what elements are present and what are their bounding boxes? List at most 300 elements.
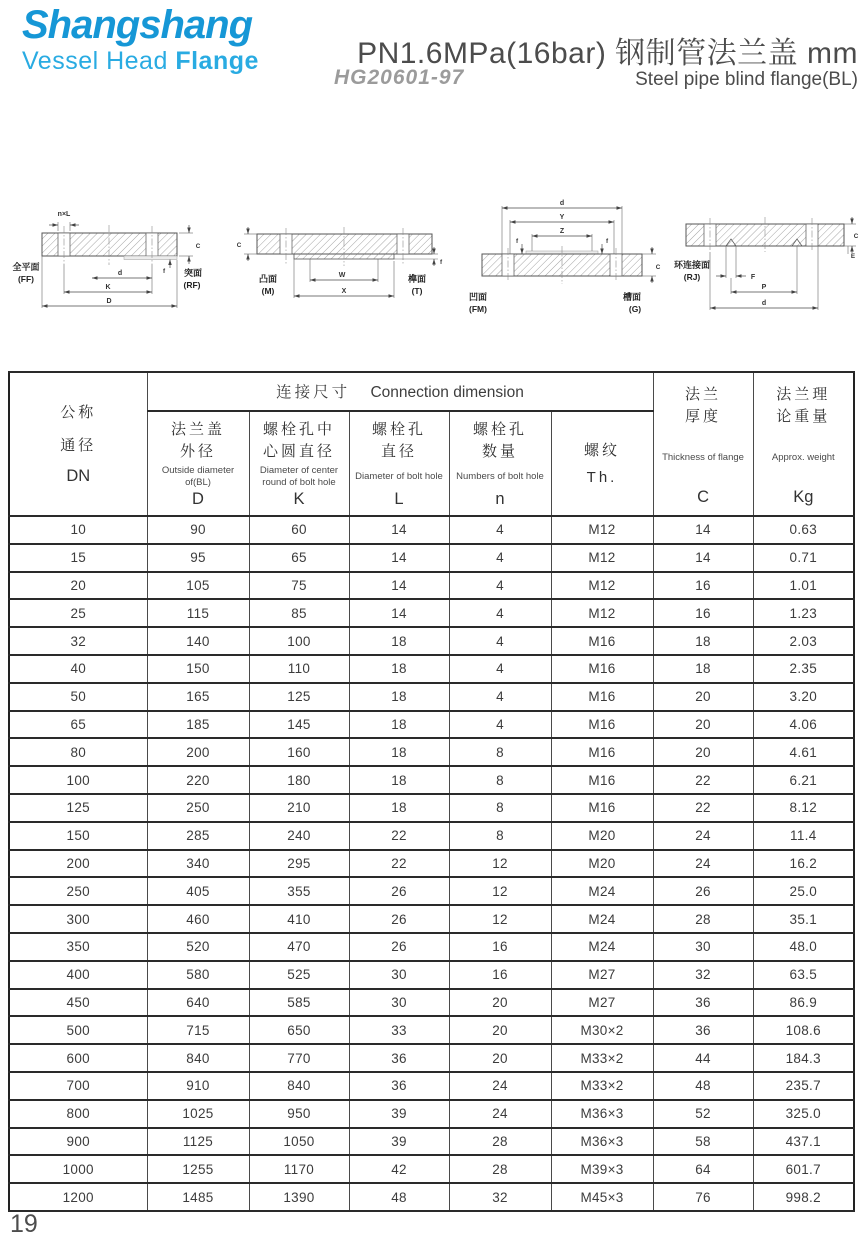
table-cell: 650 <box>249 1016 349 1044</box>
flange-drawing-ff-rf <box>12 198 212 318</box>
table-cell: 26 <box>349 877 449 905</box>
face-label-fm: 凹面 <box>468 292 488 302</box>
table-cell: 44 <box>653 1044 753 1072</box>
table-cell: 145 <box>249 711 349 739</box>
table-cell: 12 <box>449 877 551 905</box>
table-row <box>9 1072 854 1100</box>
face-code-rf: (RF) <box>183 280 201 290</box>
table-cell: M20 <box>551 822 653 850</box>
table-cell: M24 <box>551 877 653 905</box>
table-cell: 75 <box>249 572 349 600</box>
table-cell: 22 <box>349 850 449 878</box>
table-cell: 18 <box>349 627 449 655</box>
table-cell: 16 <box>449 961 551 989</box>
table-cell: 180 <box>249 766 349 794</box>
table-cell: 585 <box>249 989 349 1017</box>
table-cell: 184.3 <box>753 1044 854 1072</box>
dim-label-f-left: f <box>515 238 519 245</box>
table-row <box>9 1044 854 1072</box>
table-row <box>9 877 854 905</box>
page-subtitle: Steel pipe blind flange(BL) <box>635 69 858 90</box>
page-number: 19 <box>10 1210 38 1238</box>
table-cell: M24 <box>551 933 653 961</box>
table-cell: 20 <box>653 738 753 766</box>
table-cell: 25.0 <box>753 877 854 905</box>
table-cell: 4 <box>449 683 551 711</box>
table-row <box>9 905 854 933</box>
table-cell: 65 <box>249 544 349 572</box>
table-cell: 1170 <box>249 1155 349 1183</box>
table-cell: M30×2 <box>551 1016 653 1044</box>
table-cell: 4 <box>449 599 551 627</box>
table-cell: 1.01 <box>753 572 854 600</box>
table-cell: M12 <box>551 599 653 627</box>
table-cell: 11.4 <box>753 822 854 850</box>
table-cell: 400 <box>9 961 147 989</box>
table-cell: 0.71 <box>753 544 854 572</box>
table-cell: 800 <box>9 1100 147 1128</box>
table-cell: M33×2 <box>551 1044 653 1072</box>
table-cell: 8 <box>449 738 551 766</box>
table-cell: 50 <box>9 683 147 711</box>
table-cell: 8.12 <box>753 794 854 822</box>
table-cell: 437.1 <box>753 1128 854 1156</box>
table-cell: 16 <box>653 599 753 627</box>
table-cell: 115 <box>147 599 249 627</box>
logo-tagline-a: Vessel Head <box>22 47 168 75</box>
table-cell: 1200 <box>9 1183 147 1211</box>
face-label-ff: 全平面 <box>12 262 40 272</box>
col-zh1: 螺纹 <box>584 442 621 460</box>
table-cell: 20 <box>449 989 551 1017</box>
table-cell: 1.23 <box>753 599 854 627</box>
weight-zh1: 法兰理 <box>776 386 831 403</box>
table-cell: 160 <box>249 738 349 766</box>
dim-label-z: Z <box>559 228 565 235</box>
table-cell: M16 <box>551 683 653 711</box>
table-cell: 39 <box>349 1100 449 1128</box>
col-symbol: L <box>394 490 404 509</box>
col-header-thread <box>551 411 653 516</box>
table-cell: 460 <box>147 905 249 933</box>
table-cell: 36 <box>349 1072 449 1100</box>
table-row <box>9 544 854 572</box>
table-cell: 39 <box>349 1128 449 1156</box>
dim-label-p: P <box>761 284 767 291</box>
table-cell: 64 <box>653 1155 753 1183</box>
table-cell: 840 <box>147 1044 249 1072</box>
table-cell: 95 <box>147 544 249 572</box>
table-cell: 22 <box>653 766 753 794</box>
col-zh2: 直径 <box>380 443 417 461</box>
table-cell: 30 <box>349 961 449 989</box>
table-cell: M27 <box>551 989 653 1017</box>
dim-label-c: C <box>655 264 661 271</box>
face-label-rj: 环连接面 <box>673 260 711 270</box>
table-cell: 20 <box>449 1044 551 1072</box>
table-row <box>9 1128 854 1156</box>
col-zh2: 心圆直径 <box>262 443 335 461</box>
thickness-zh1: 法兰 <box>685 386 722 403</box>
col-en: Diameter of center round of bolt hole <box>259 464 339 488</box>
col-zh1: 螺栓孔 <box>472 421 527 439</box>
table-cell: 18 <box>349 738 449 766</box>
table-cell: 1255 <box>147 1155 249 1183</box>
table-cell: 24 <box>653 822 753 850</box>
table-row <box>9 1155 854 1183</box>
col-zh2: 外径 <box>179 443 216 461</box>
table-cell: 4 <box>449 711 551 739</box>
table-cell: 28 <box>653 905 753 933</box>
table-cell: 16 <box>653 572 753 600</box>
table-cell: 1485 <box>147 1183 249 1211</box>
table-cell: M24 <box>551 905 653 933</box>
dim-label-big-d: D <box>106 298 112 305</box>
thickness-en: Thickness of flange <box>662 451 744 463</box>
table-cell: 20 <box>653 683 753 711</box>
table-cell: 14 <box>653 544 753 572</box>
table-cell: 85 <box>249 599 349 627</box>
table-cell: 200 <box>9 850 147 878</box>
group-header-en: Connection dimension <box>370 384 524 402</box>
col-header-thickness <box>653 372 753 516</box>
table-cell: 24 <box>653 850 753 878</box>
table-cell: 14 <box>349 544 449 572</box>
face-label-m: 凸面 <box>258 274 278 284</box>
table-cell: 18 <box>349 655 449 683</box>
dn-zh1: 公称 <box>60 403 97 421</box>
col-symbol: n <box>495 490 505 509</box>
table-cell: 4 <box>449 572 551 600</box>
table-cell: 300 <box>9 905 147 933</box>
company-logo <box>22 4 259 76</box>
table-row <box>9 738 854 766</box>
table-cell: 8 <box>449 822 551 850</box>
table-cell: 18 <box>349 683 449 711</box>
thickness-symbol: C <box>697 488 709 506</box>
table-cell: 200 <box>147 738 249 766</box>
table-row <box>9 655 854 683</box>
col-en: Numbers of bolt hole <box>456 470 544 482</box>
table-row <box>9 961 854 989</box>
dim-label-f: f <box>162 268 166 275</box>
table-cell: 125 <box>249 683 349 711</box>
table-cell: 86.9 <box>753 989 854 1017</box>
face-code-rj: (RJ) <box>683 272 701 282</box>
table-cell: 470 <box>249 933 349 961</box>
table-cell: 24 <box>449 1100 551 1128</box>
standard-number: HG20601-97 <box>334 66 465 89</box>
dim-label-f: F <box>750 274 756 281</box>
table-cell: 26 <box>349 905 449 933</box>
logo-tagline-b: Flange <box>175 47 259 75</box>
dim-label-e: E <box>850 253 856 260</box>
table-cell: 14 <box>349 599 449 627</box>
table-row <box>9 822 854 850</box>
flange-drawing-rj <box>668 198 860 320</box>
table-row <box>9 711 854 739</box>
flange-drawing-fm-g <box>462 196 662 320</box>
col-zh1: 螺栓孔 <box>371 421 426 439</box>
col-en: Diameter of bolt hole <box>355 470 443 482</box>
table-row <box>9 1016 854 1044</box>
table-cell: 32 <box>653 961 753 989</box>
table-row <box>9 1100 854 1128</box>
face-label-g: 槽面 <box>622 292 642 302</box>
col-zh1: 螺栓孔中 <box>262 421 335 439</box>
table-body <box>9 516 854 1211</box>
table-row <box>9 683 854 711</box>
table-cell: 42 <box>349 1155 449 1183</box>
table-cell: M20 <box>551 850 653 878</box>
logo-tagline <box>22 47 259 76</box>
face-label-rf: 突面 <box>183 268 203 278</box>
table-cell: 450 <box>9 989 147 1017</box>
table-cell: 4.06 <box>753 711 854 739</box>
table-cell: 14 <box>653 516 753 544</box>
table-cell: 140 <box>147 627 249 655</box>
weight-symbol: Kg <box>793 488 814 506</box>
table-cell: 285 <box>147 822 249 850</box>
table-cell: 110 <box>249 655 349 683</box>
table-cell: 150 <box>9 822 147 850</box>
face-label-t: 榫面 <box>407 274 427 284</box>
table-cell: 18 <box>349 711 449 739</box>
table-cell: 108.6 <box>753 1016 854 1044</box>
table-cell: 240 <box>249 822 349 850</box>
table-cell: M16 <box>551 655 653 683</box>
table-cell: 900 <box>9 1128 147 1156</box>
table-cell: 1025 <box>147 1100 249 1128</box>
table-cell: 4 <box>449 516 551 544</box>
table-cell: 185 <box>147 711 249 739</box>
table-cell: 295 <box>249 850 349 878</box>
table-row <box>9 627 854 655</box>
col-symbol: D <box>192 490 204 509</box>
table-cell: M16 <box>551 711 653 739</box>
dn-zh2: 通径 <box>60 436 97 454</box>
table-cell: 4 <box>449 544 551 572</box>
group-header-connection <box>147 372 653 411</box>
table-cell: 26 <box>653 877 753 905</box>
table-cell: 2.35 <box>753 655 854 683</box>
table-cell: 63.5 <box>753 961 854 989</box>
table-cell: 601.7 <box>753 1155 854 1183</box>
table-cell: 4 <box>449 627 551 655</box>
table-cell: 20 <box>9 572 147 600</box>
dim-label-d: d <box>761 300 767 307</box>
table-cell: 700 <box>9 1072 147 1100</box>
face-code-fm: (FM) <box>469 304 487 314</box>
thickness-zh2: 厚度 <box>685 407 722 425</box>
table-cell: 18 <box>349 794 449 822</box>
table-cell: 998.2 <box>753 1183 854 1211</box>
dim-label-c: C <box>195 243 201 250</box>
table-cell: M39×3 <box>551 1155 653 1183</box>
table-cell: 150 <box>147 655 249 683</box>
flange-drawing-m-t <box>222 198 458 318</box>
table-cell: 28 <box>449 1128 551 1156</box>
table-cell: 22 <box>653 794 753 822</box>
col-en: Outside diameter of(BL) <box>161 464 235 488</box>
table-cell: 840 <box>249 1072 349 1100</box>
table-cell: M33×2 <box>551 1072 653 1100</box>
face-code-m: (M) <box>261 286 275 296</box>
table-cell: 350 <box>9 933 147 961</box>
table-row <box>9 933 854 961</box>
table-cell: 220 <box>147 766 249 794</box>
table-cell: 80 <box>9 738 147 766</box>
table-cell: 100 <box>9 766 147 794</box>
table-cell: 40 <box>9 655 147 683</box>
table-cell: 4.61 <box>753 738 854 766</box>
table-cell: 105 <box>147 572 249 600</box>
table-cell: 165 <box>147 683 249 711</box>
table-row <box>9 850 854 878</box>
table-cell: 8 <box>449 766 551 794</box>
flange-spec-table <box>8 371 855 1212</box>
col-zh1: 法兰盖 <box>170 421 225 439</box>
table-row <box>9 599 854 627</box>
table-cell: 36 <box>653 1016 753 1044</box>
table-cell: 340 <box>147 850 249 878</box>
table-cell: 36 <box>349 1044 449 1072</box>
table-cell: 36 <box>653 989 753 1017</box>
table-cell: 52 <box>653 1100 753 1128</box>
table-cell: M36×3 <box>551 1128 653 1156</box>
table-cell: M12 <box>551 572 653 600</box>
table-cell: 28 <box>449 1155 551 1183</box>
weight-zh2: 论重量 <box>776 407 831 425</box>
table-cell: 20 <box>449 1016 551 1044</box>
table-cell: 12 <box>449 905 551 933</box>
table-cell: 3.20 <box>753 683 854 711</box>
table-cell: 1125 <box>147 1128 249 1156</box>
table-cell: 640 <box>147 989 249 1017</box>
weight-en: Approx. weight <box>771 451 835 463</box>
table-cell: 18 <box>349 766 449 794</box>
col-header-weight <box>753 372 854 516</box>
table-cell: 16 <box>449 933 551 961</box>
table-cell: 76 <box>653 1183 753 1211</box>
dim-label-c: C <box>236 242 242 249</box>
dim-label-f: f <box>439 259 443 266</box>
dim-label-d: d <box>559 200 565 207</box>
face-code-g: (G) <box>628 304 642 314</box>
table-cell: 1050 <box>249 1128 349 1156</box>
col-zh2: Th. <box>586 468 618 486</box>
table-cell: 18 <box>653 655 753 683</box>
table-cell: 500 <box>9 1016 147 1044</box>
table-cell: 950 <box>249 1100 349 1128</box>
face-code-ff: (FF) <box>17 274 35 284</box>
table-cell: 235.7 <box>753 1072 854 1100</box>
table-row <box>9 989 854 1017</box>
table-cell: 12 <box>449 850 551 878</box>
table-cell: 8 <box>449 794 551 822</box>
table-cell: 48.0 <box>753 933 854 961</box>
logo-name: Shangshang <box>22 3 253 47</box>
col-symbol: K <box>293 490 305 509</box>
table-cell: 250 <box>147 794 249 822</box>
dim-label-x: X <box>341 288 347 295</box>
table-cell: 20 <box>653 711 753 739</box>
table-cell: 325.0 <box>753 1100 854 1128</box>
table-cell: 58 <box>653 1128 753 1156</box>
table-cell: M16 <box>551 627 653 655</box>
col-zh2: 数量 <box>481 443 518 461</box>
table-row <box>9 1183 854 1211</box>
table-cell: 1390 <box>249 1183 349 1211</box>
table-cell: 26 <box>349 933 449 961</box>
table-cell: 60 <box>249 516 349 544</box>
table-cell: 210 <box>249 794 349 822</box>
dn-symbol: DN <box>66 467 91 486</box>
table-cell: 10 <box>9 516 147 544</box>
table-cell: M12 <box>551 516 653 544</box>
table-cell: 6.21 <box>753 766 854 794</box>
dim-label-nxl: n×L <box>57 211 71 218</box>
table-cell: M45×3 <box>551 1183 653 1211</box>
table-cell: 770 <box>249 1044 349 1072</box>
table-cell: 25 <box>9 599 147 627</box>
table-cell: M16 <box>551 794 653 822</box>
dim-label-f-right: f <box>605 238 609 245</box>
table-cell: 14 <box>349 572 449 600</box>
table-cell: M16 <box>551 766 653 794</box>
col-header-bolt-hole-number <box>449 411 551 516</box>
table-cell: 4 <box>449 655 551 683</box>
table-cell: 35.1 <box>753 905 854 933</box>
table-cell: 520 <box>147 933 249 961</box>
table-row <box>9 572 854 600</box>
table-cell: 14 <box>349 516 449 544</box>
table-cell: 715 <box>147 1016 249 1044</box>
table-cell: 1000 <box>9 1155 147 1183</box>
table-cell: 18 <box>653 627 753 655</box>
table-cell: 33 <box>349 1016 449 1044</box>
table-cell: 410 <box>249 905 349 933</box>
table-row <box>9 794 854 822</box>
table-cell: M16 <box>551 738 653 766</box>
dim-label-k: K <box>105 284 111 291</box>
table-cell: M36×3 <box>551 1100 653 1128</box>
page-title: PN1.6MPa(16bar) 钢制管法兰盖 mm <box>357 37 858 70</box>
table-cell: 48 <box>653 1072 753 1100</box>
table-cell: 0.63 <box>753 516 854 544</box>
col-header-dn <box>9 372 147 516</box>
table-cell: 355 <box>249 877 349 905</box>
table-cell: 100 <box>249 627 349 655</box>
table-row <box>9 766 854 794</box>
face-code-t: (T) <box>411 286 423 296</box>
table-cell: 90 <box>147 516 249 544</box>
table-cell: 32 <box>9 627 147 655</box>
table-cell: 910 <box>147 1072 249 1100</box>
table-cell: 525 <box>249 961 349 989</box>
table-cell: 30 <box>653 933 753 961</box>
table-row <box>9 516 854 544</box>
table-cell: 65 <box>9 711 147 739</box>
col-header-bolt-circle <box>249 411 349 516</box>
dim-label-w: W <box>338 272 346 279</box>
table-cell: 580 <box>147 961 249 989</box>
table-cell: 250 <box>9 877 147 905</box>
table-cell: 24 <box>449 1072 551 1100</box>
table-cell: M27 <box>551 961 653 989</box>
header-row-group <box>9 372 854 411</box>
table-cell: 125 <box>9 794 147 822</box>
